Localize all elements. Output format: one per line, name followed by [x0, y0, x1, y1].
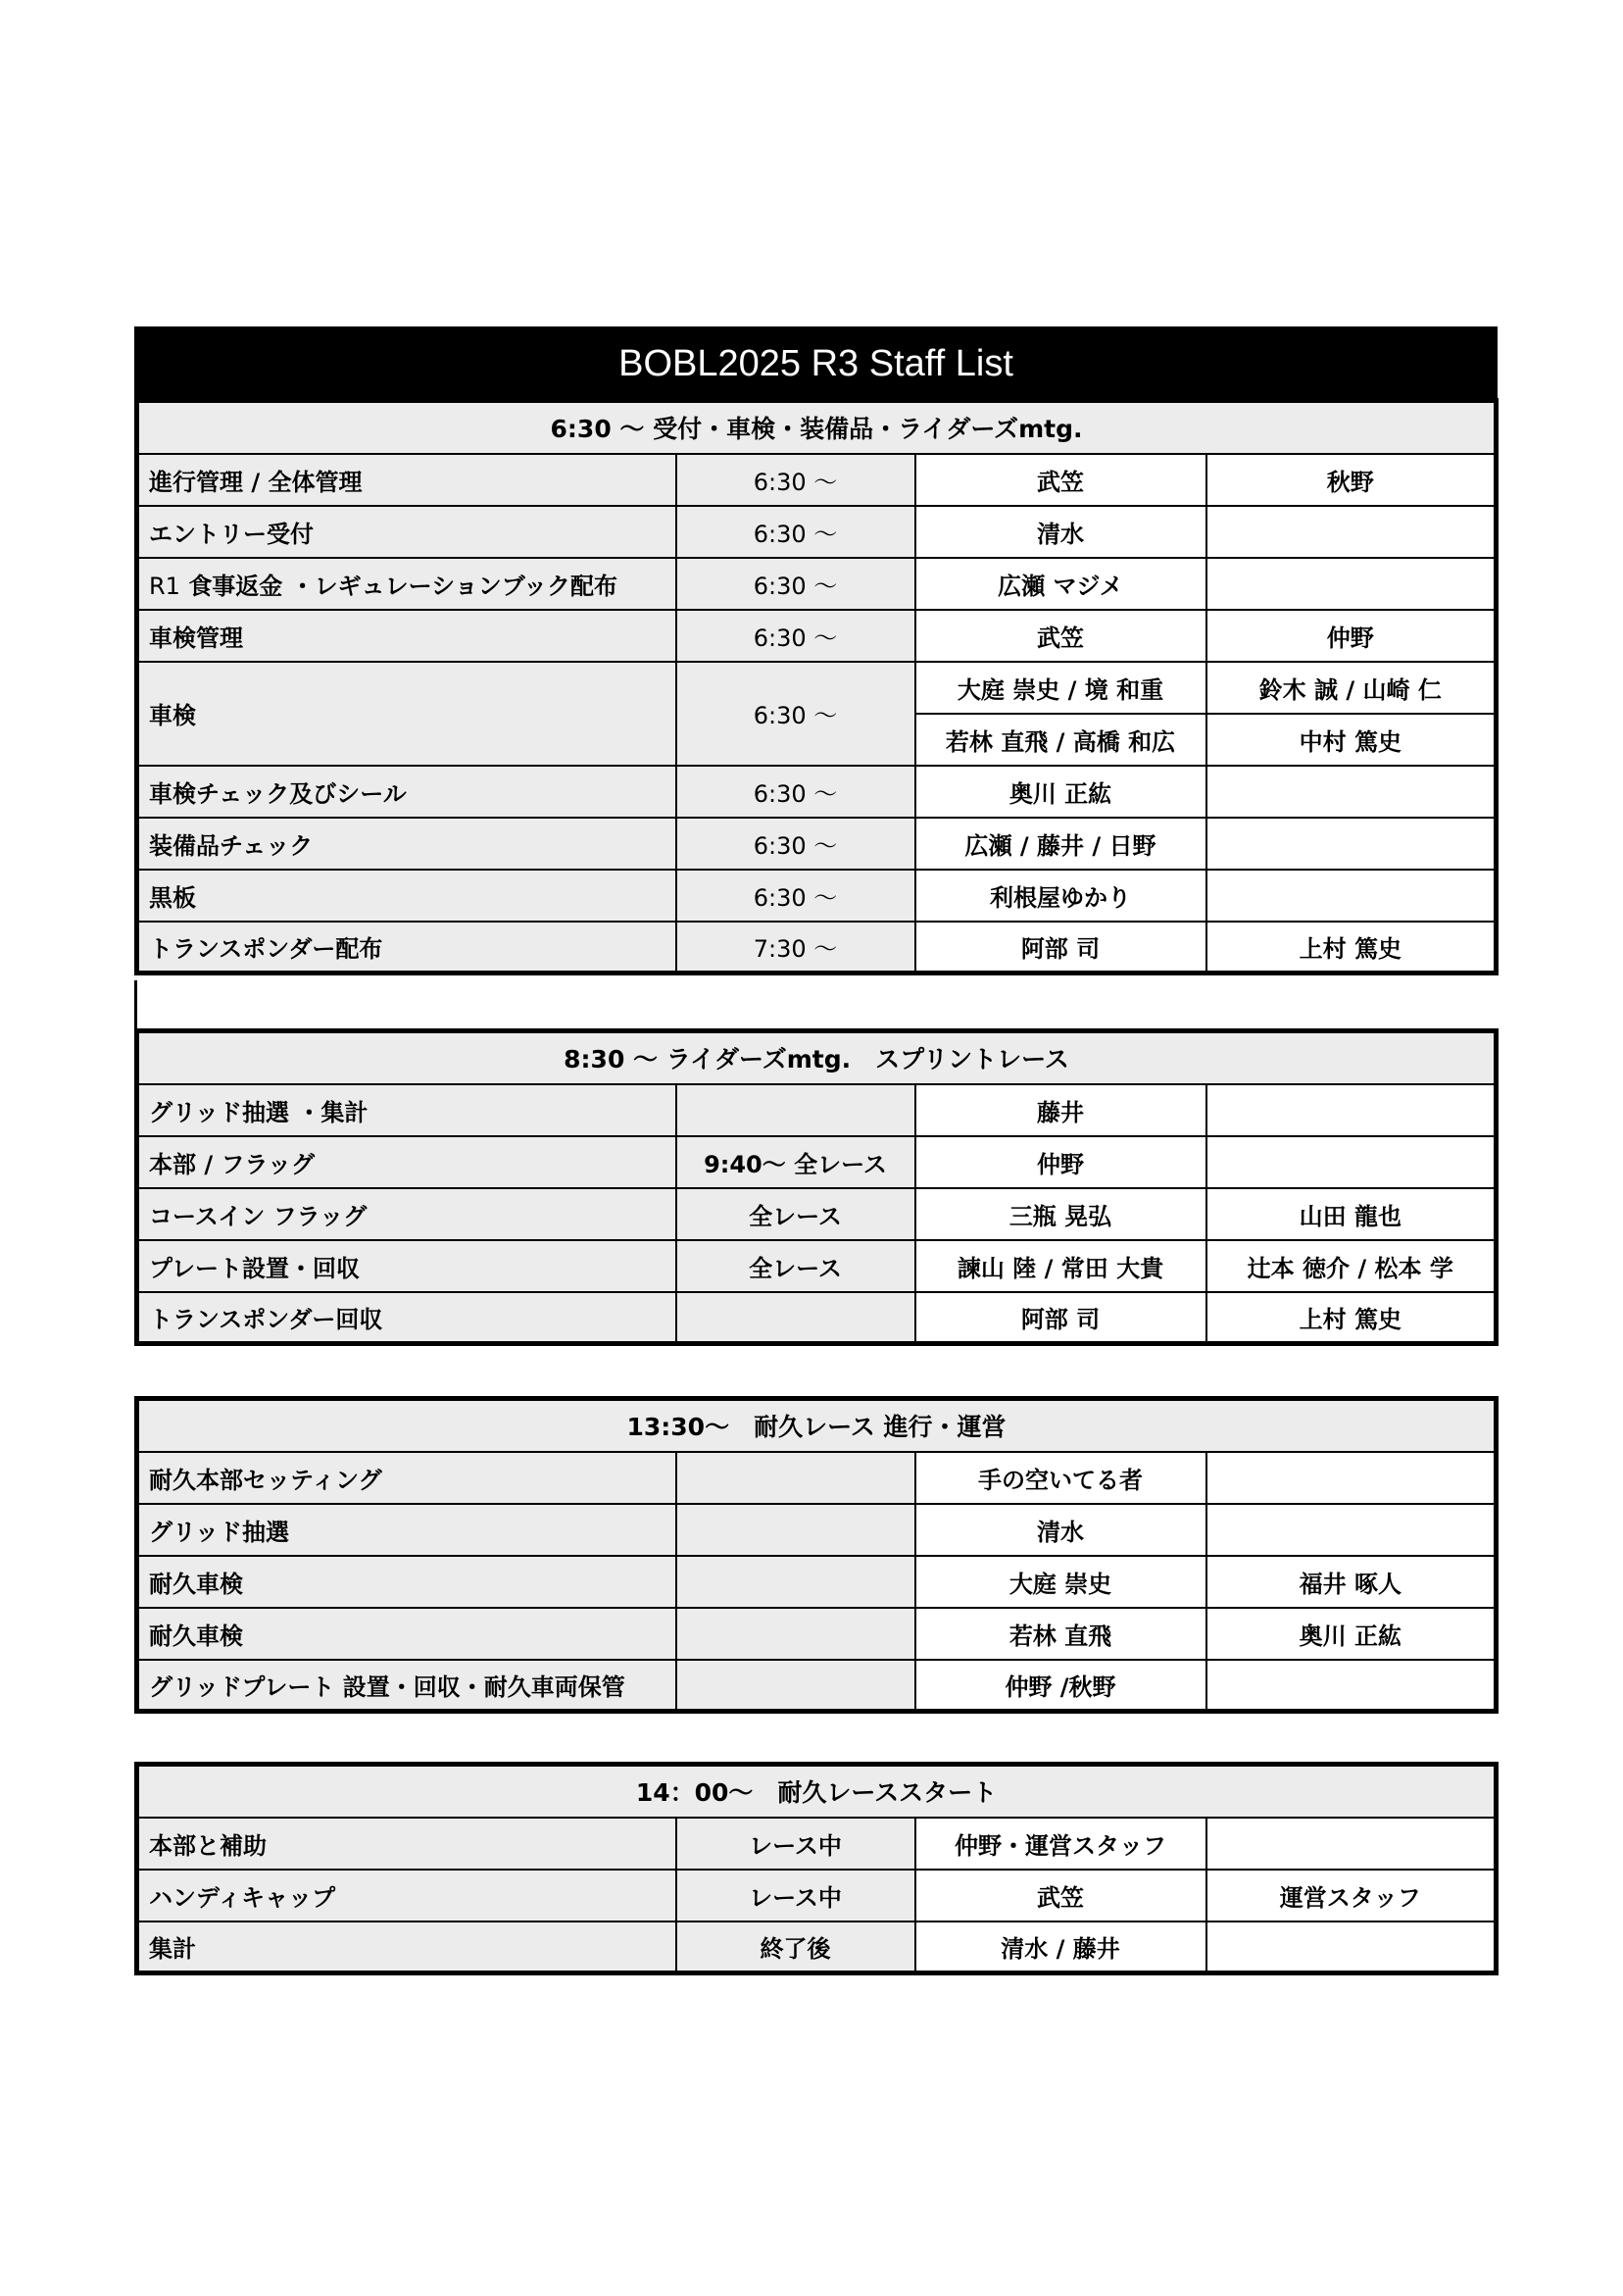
- task-cell: トランスポンダー配布: [137, 922, 676, 973]
- staff-cell: 阿部 司: [915, 922, 1206, 973]
- staff-cell: [1206, 1452, 1497, 1504]
- table-row: [137, 1084, 1497, 1136]
- table-row: [137, 766, 1497, 818]
- staff-cell: 利根屋ゆかり: [915, 870, 1206, 922]
- task-cell: 装備品チェック: [137, 818, 676, 870]
- divider: [134, 980, 137, 1029]
- table-row: [137, 870, 1497, 922]
- time-cell: 6:30 〜: [676, 818, 915, 870]
- table-row: [137, 1504, 1497, 1556]
- staff-cell: [1206, 766, 1497, 818]
- time-cell: 6:30 〜: [676, 870, 915, 922]
- time-cell: 6:30 〜: [676, 662, 915, 766]
- staff-cell: [1206, 870, 1497, 922]
- time-cell: [676, 1452, 915, 1504]
- time-cell: 6:30 〜: [676, 506, 915, 558]
- section-endurance-start: [134, 1762, 1499, 1975]
- staff-cell: 清水 / 藤井: [915, 1922, 1206, 1973]
- table-row: [137, 454, 1497, 506]
- task-cell: ハンディキャップ: [137, 1870, 676, 1922]
- staff-cell: 福井 啄人: [1206, 1556, 1497, 1608]
- time-cell: 終了後: [676, 1922, 915, 1973]
- staff-cell: 清水: [915, 506, 1206, 558]
- table-row: [137, 558, 1497, 610]
- time-cell: 6:30 〜: [676, 558, 915, 610]
- staff-cell: 鈴木 誠 / 山崎 仁: [1206, 662, 1497, 714]
- staff-cell: 上村 篤史: [1206, 1292, 1497, 1344]
- staff-cell: 武笠: [915, 1870, 1206, 1922]
- staff-cell: 広瀬 / 藤井 / 日野: [915, 818, 1206, 870]
- staff-cell: 仲野 /秋野: [915, 1660, 1206, 1712]
- time-cell: [676, 1556, 915, 1608]
- staff-cell: 中村 篤史: [1206, 714, 1497, 766]
- staff-cell: 広瀬 マジメ: [915, 558, 1206, 610]
- staff-cell: [1206, 1818, 1497, 1870]
- time-cell: 7:30 〜: [676, 922, 915, 973]
- task-cell: トランスポンダー回収: [137, 1292, 676, 1344]
- staff-cell: 藤井: [915, 1084, 1206, 1136]
- time-cell: 9:40〜 全レース: [676, 1136, 915, 1188]
- task-cell: コースイン フラッグ: [137, 1188, 676, 1240]
- staff-cell: 奥川 正紘: [915, 766, 1206, 818]
- page-title: BOBL2025 R3 Staff List: [134, 326, 1498, 401]
- task-cell: グリッドプレート 設置・回収・耐久車両保管: [137, 1660, 676, 1712]
- table-row: [137, 818, 1497, 870]
- staff-cell: 大庭 崇史: [915, 1556, 1206, 1608]
- task-cell: 進行管理 / 全体管理: [137, 454, 676, 506]
- task-cell: 耐久車検: [137, 1608, 676, 1660]
- staff-cell: 若林 直飛: [915, 1608, 1206, 1660]
- time-cell: [676, 1608, 915, 1660]
- table-row: [137, 1292, 1497, 1344]
- staff-cell: 仲野: [915, 1136, 1206, 1188]
- section-sprint: [134, 1028, 1499, 1346]
- staff-cell: 手の空いてる者: [915, 1452, 1206, 1504]
- table-row: [137, 1188, 1497, 1240]
- table-row: [137, 1870, 1497, 1922]
- task-cell: [137, 558, 676, 610]
- task-cell: 本部と補助: [137, 1818, 676, 1870]
- section-endurance: [134, 1396, 1499, 1714]
- task-cell: プレート設置・回収: [137, 1240, 676, 1292]
- task-prefix: R1: [149, 572, 180, 600]
- staff-cell: 奥川 正紘: [1206, 1608, 1497, 1660]
- task-cell: 黒板: [137, 870, 676, 922]
- time-cell: 6:30 〜: [676, 454, 915, 506]
- time-cell: [676, 1660, 915, 1712]
- table-row: [137, 922, 1497, 973]
- task-cell: 本部 / フラッグ: [137, 1136, 676, 1188]
- staff-cell: 辻本 徳介 / 松本 学: [1206, 1240, 1497, 1292]
- staff-cell: [1206, 818, 1497, 870]
- staff-cell: 三瓶 晃弘: [915, 1188, 1206, 1240]
- section-header: 8:30 〜 ライダーズmtg. スプリントレース: [137, 1031, 1497, 1084]
- staff-cell: [1206, 506, 1497, 558]
- staff-cell: 仲野: [1206, 610, 1497, 662]
- staff-cell: 秋野: [1206, 454, 1497, 506]
- task-cell: 耐久本部セッティング: [137, 1452, 676, 1504]
- task-cell: エントリー受付: [137, 506, 676, 558]
- staff-cell: 武笠: [915, 454, 1206, 506]
- table-row: [137, 1136, 1497, 1188]
- section-header: 14：00〜 耐久レーススタート: [137, 1765, 1497, 1818]
- table-row: [137, 1608, 1497, 1660]
- table-row: [137, 1452, 1497, 1504]
- table-row: [137, 506, 1497, 558]
- staff-cell: 阿部 司: [915, 1292, 1206, 1344]
- staff-cell: [1206, 1660, 1497, 1712]
- staff-cell: 運営スタッフ: [1206, 1870, 1497, 1922]
- staff-cell: [1206, 558, 1497, 610]
- staff-cell: 若林 直飛 / 高橋 和広: [915, 714, 1206, 766]
- time-cell: 全レース: [676, 1188, 915, 1240]
- staff-cell: 武笠: [915, 610, 1206, 662]
- task-cell: 車検: [137, 662, 676, 766]
- task-label: 食事返金 ・レギュレーションブック配布: [188, 572, 618, 600]
- section-reception: [134, 398, 1499, 975]
- time-cell: 6:30 〜: [676, 610, 915, 662]
- time-cell: レース中: [676, 1870, 915, 1922]
- staff-cell: 諫山 陸 / 常田 大貴: [915, 1240, 1206, 1292]
- table-row: [137, 1818, 1497, 1870]
- staff-cell: 山田 龍也: [1206, 1188, 1497, 1240]
- task-cell: 耐久車検: [137, 1556, 676, 1608]
- section-header: 13:30〜 耐久レース 進行・運営: [137, 1399, 1497, 1452]
- time-cell: 6:30 〜: [676, 766, 915, 818]
- time-cell: 全レース: [676, 1240, 915, 1292]
- staff-cell: [1206, 1504, 1497, 1556]
- staff-cell: 清水: [915, 1504, 1206, 1556]
- time-cell: [676, 1292, 915, 1344]
- task-cell: 集計: [137, 1922, 676, 1973]
- staff-cell: [1206, 1136, 1497, 1188]
- table-row: [137, 1240, 1497, 1292]
- task-cell: 車検チェック及びシール: [137, 766, 676, 818]
- staff-cell: [1206, 1922, 1497, 1973]
- staff-cell: [1206, 1084, 1497, 1136]
- table-row: [137, 1556, 1497, 1608]
- time-cell: [676, 1504, 915, 1556]
- table-row: [137, 1660, 1497, 1712]
- section-header: 6:30 〜 受付・車検・装備品・ライダーズmtg.: [137, 401, 1497, 454]
- staff-cell: 上村 篤史: [1206, 922, 1497, 973]
- staff-cell: 仲野・運営スタッフ: [915, 1818, 1206, 1870]
- task-cell: 車検管理: [137, 610, 676, 662]
- table-row: [137, 662, 1497, 714]
- table-row: [137, 1922, 1497, 1973]
- time-cell: [676, 1084, 915, 1136]
- task-cell: グリッド抽選 ・集計: [137, 1084, 676, 1136]
- time-cell: レース中: [676, 1818, 915, 1870]
- staff-cell: 大庭 崇史 / 境 和重: [915, 662, 1206, 714]
- table-row: [137, 610, 1497, 662]
- task-cell: グリッド抽選: [137, 1504, 676, 1556]
